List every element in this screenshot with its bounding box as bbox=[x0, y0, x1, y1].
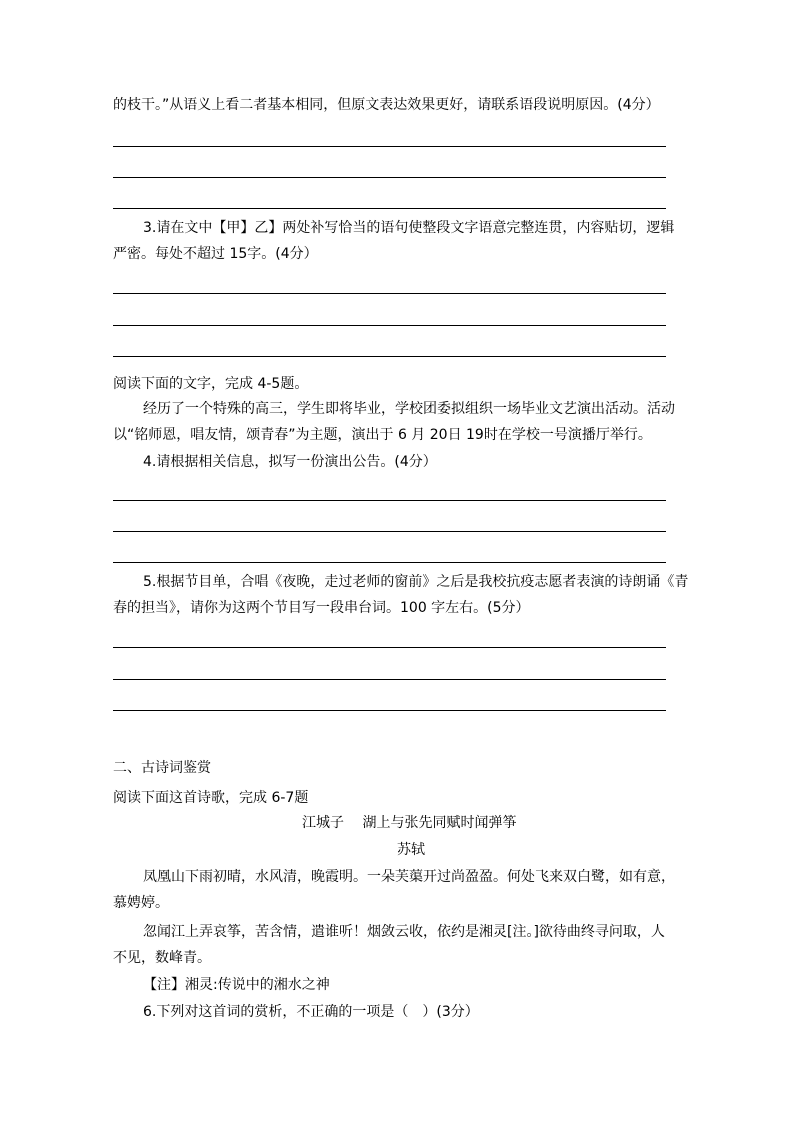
poem-stanza2-line2: 不见，数峰青。 bbox=[113, 950, 211, 966]
answer-line bbox=[113, 325, 666, 326]
answer-line bbox=[113, 208, 666, 209]
q5-prompt-line1: 5.根据节目单，合唱《夜晚，走过老师的窗前》之后是我校抗疫志愿者表演的诗朗诵《青 bbox=[143, 574, 689, 590]
answer-line bbox=[113, 531, 666, 532]
q4-prompt: 4.请根据相关信息，拟写一份演出公告。(4分） bbox=[143, 454, 437, 470]
q2-prompt-tail: 的枝干。”从语义上看二者基本相同，但原文表达效果更好，请联系语段说明原因。(4分） bbox=[113, 97, 660, 113]
answer-line bbox=[113, 710, 666, 711]
answer-line bbox=[113, 177, 666, 178]
poem-intro: 阅读下面这首诗歌，完成 6-7题 bbox=[113, 790, 309, 806]
answer-line bbox=[113, 356, 666, 357]
poem-stanza1-line2: 慕娉婷。 bbox=[113, 895, 169, 911]
answer-line bbox=[113, 647, 666, 648]
reading-intro: 阅读下面的文字，完成 4-5题。 bbox=[113, 376, 309, 392]
answer-line bbox=[113, 146, 666, 147]
section-heading: 二、古诗词鉴赏 bbox=[113, 760, 211, 776]
answer-line bbox=[113, 293, 666, 294]
poem-stanza1-line1: 凤凰山下雨初晴，水风清，晚霞明。一朵芙蕖开过尚盈盈。何处飞来双白鹭，如有意， bbox=[143, 869, 675, 885]
q3-prompt-line2: 严密。每处不超过 15字。(4分） bbox=[113, 246, 318, 262]
answer-line bbox=[113, 679, 666, 680]
poem-author: 苏轼 bbox=[397, 842, 425, 858]
poem-stanza2-line1: 忽闻江上弄哀筝，苦含情，遣谁听！烟敛云收，依约是湘灵[注。]欲待曲终寻问取，人 bbox=[143, 924, 665, 940]
reading-paragraph-line1: 经历了一个特殊的高三，学生即将毕业，学校团委拟组织一场毕业文艺演出活动。活动 bbox=[143, 401, 675, 417]
poem-title: 江城子 湖上与张先同赋时闻弹筝 bbox=[302, 815, 517, 831]
q5-prompt-line2: 春的担当》，请你为这两个节目写一段串台词。100 字左右。(5分） bbox=[113, 600, 530, 616]
answer-line bbox=[113, 500, 666, 501]
poem-note: 【注】湘灵:传说中的湘水之神 bbox=[143, 977, 330, 993]
answer-line bbox=[113, 562, 666, 563]
q3-prompt-line1: 3.请在文中【甲】乙】两处补写恰当的语句使整段文字语意完整连贯，内容贴切，逻辑 bbox=[143, 220, 675, 236]
q6-prompt: 6.下列对这首词的赏析，不正确的一项是（ ）(3分） bbox=[143, 1004, 479, 1020]
reading-paragraph-line2: 以“铭师恩，唱友情，颂青春”为主题，演出于 6 月 20日 19时在学校一号演播厅举行。 bbox=[113, 427, 652, 443]
